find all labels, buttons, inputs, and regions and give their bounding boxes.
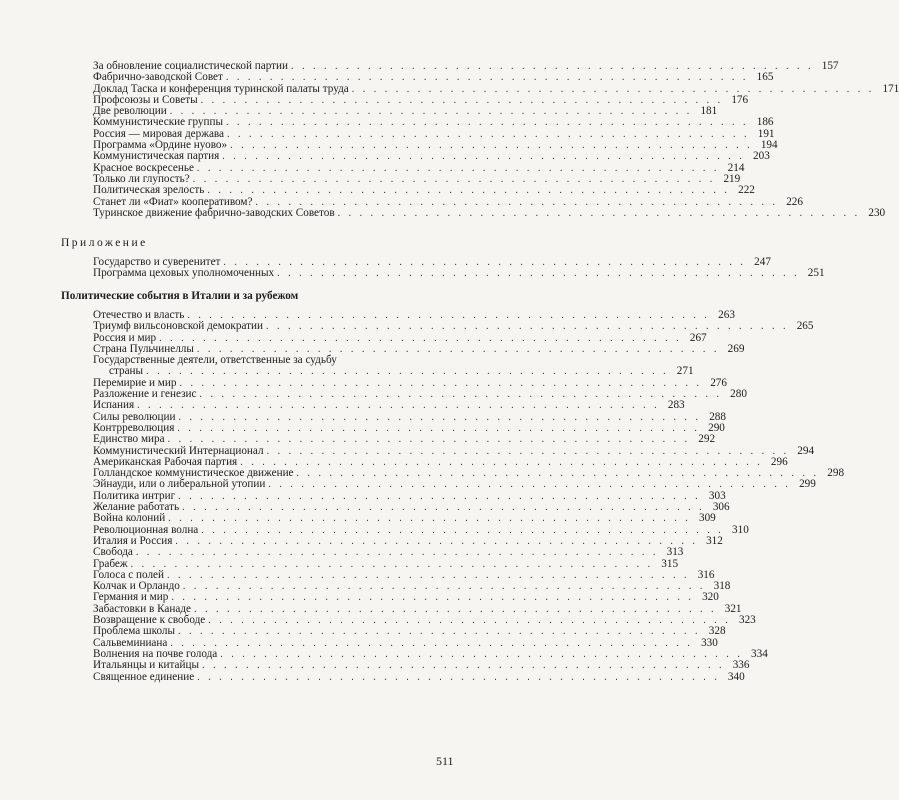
toc-entry-page: 271 [676,365,694,378]
toc-entry-page: 292 [698,433,716,446]
toc-entry-page: 263 [718,309,735,321]
toc-entry-page: 315 [661,557,679,570]
toc-entry-page: 316 [697,568,715,581]
dot-leader: . . . . . . . . . . . . . . . . . . . . . . . . . . . . . . . . . . . . . . . . . . . . . . . . [169,106,693,118]
dot-leader: . . . . . . . . . . . . . . . . . . . . . . . . . . . . . . . . . . . . . . . . . . . . . . . . [201,524,724,536]
toc-entry [93,267,825,280]
toc-entry [93,534,723,547]
toc-entry-title: Американская Рабочая партия [93,455,238,468]
toc-entry-page: 321 [724,602,742,615]
toc-entry [93,659,750,672]
dot-leader: . . . . . . . . . . . . . . . . . . . . . . . . . . . . . . . . . . . . . . . . . . . . . . . . [197,671,720,683]
dot-leader: . . . . . . . . . . . . . . . . . . . . . . . . . . . . . . . . . . . . . . . . . . . . . . . . [187,310,710,321]
dot-leader: . . . . . . . . . . . . . . . . . . . . . . . . . . . . . . . . . . . . . . . . . . . . . . . . [192,173,716,185]
toc-entry-page: 171 [882,82,899,95]
dot-leader: . . . . . . . . . . . . . . . . . . . . . . . . . . . . . . . . . . . . . . . . . . . . . . . . [266,445,790,457]
toc-entry-title: Единство мира [93,433,165,446]
toc-entry-page: 312 [706,534,723,547]
dot-leader: . . . . . . . . . . . . . . . . . . . . . . . . . . . . . . . . . . . . . . . . . . . . . . . . [268,479,791,491]
toc-entry-page: 288 [709,410,726,423]
toc-entry-title: Профсоюзы и Советы [93,93,198,106]
dot-leader: . . . . . . . . . . . . . . . . . . . . . . . . . . . . . . . . . . . . . . . . . . . . . . . . [207,185,730,197]
dot-leader: . . . . . . . . . . . . . . . . . . . . . . . . . . . . . . . . . . . . . . . . . . . . . . . . [201,660,725,672]
dot-leader: . . . . . . . . . . . . . . . . . . . . . . . . . . . . . . . . . . . . . . . . . . . . . . . . [179,377,702,389]
toc-entry-page: 294 [797,444,815,457]
toc-entry-title: Желание работать [93,501,180,514]
dot-leader: . . . . . . . . . . . . . . . . . . . . . . . . . . . . . . . . . . . . . . . . . . . . . . . . [196,343,720,355]
dot-leader: . . . . . . . . . . . . . . . . . . . . . . . . . . . . . . . . . . . . . . . . . . . . . . . . [177,422,700,434]
toc-entry-title: Государство и суверенитет [93,256,221,268]
dot-leader: . . . . . . . . . . . . . . . . . . . . . . . . . . . . . . . . . . . . . . . . . . . . . . . . [277,268,800,280]
dot-leader: . . . . . . . . . . . . . . . . . . . . . . . . . . . . . . . . . . . . . . . . . . . . . . . . [291,61,814,72]
toc-entry-page: 251 [807,267,825,280]
toc-entry-page: 214 [727,161,745,174]
dot-leader: . . . . . . . . . . . . . . . . . . . . . . . . . . . . . . . . . . . . . . . . . . . . . . . . [337,207,861,219]
dot-leader: . . . . . . . . . . . . . . . . . . . . . . . . . . . . . . . . . . . . . . . . . . . . . . . . [130,558,654,570]
toc-block-appendix [93,256,825,280]
toc-entry-page: 290 [708,421,725,434]
toc-entry-title: Проблема школы [93,625,176,638]
toc-entry-page: 283 [667,399,685,412]
dot-leader: . . . . . . . . . . . . . . . . . . . . . . . . . . . . . . . . . . . . . . . . . . . . . . . . [208,615,731,627]
toc-entry-title: Война колоний [93,512,166,525]
toc-entry-title: Только ли глупость? [93,172,190,185]
toc-entry-page: 340 [727,670,745,683]
toc-entry-page: 299 [799,478,816,491]
toc-entry-page: 306 [712,501,730,514]
toc-entry-page: 276 [710,376,727,389]
dot-leader: . . . . . . . . . . . . . . . . . . . . . . . . . . . . . . . . . . . . . . . . . . . . . . . . [178,626,701,638]
appendix-heading: Приложение [61,237,148,249]
toc-entry-title: Отечество и власть [93,309,185,321]
toc-entry [93,184,755,197]
toc-entry-title: Доклад Таска и конференция туринской палаты труда [93,82,349,95]
dot-leader: . . . . . . . . . . . . . . . . . . . . . . . . . . . . . . . . . . . . . . . . . . . . . . . . [230,140,753,152]
toc-entry-title: Свобода [93,546,133,559]
toc-entry-title: Забастовки в Канаде [93,602,191,615]
toc-entry-title: Испания [93,399,135,412]
dot-leader: . . . . . . . . . . . . . . . . . . . . . . . . . . . . . . . . . . . . . . . . . . . . . . . . [200,94,724,106]
toc-entry-title: Колчак и Орландо [93,580,180,593]
toc-entry-title: Станет ли «Фиат» кооперативом? [93,195,253,208]
toc-entry-title: За обновление социалистической партии [93,60,289,72]
toc-entry-title: Политика интриг [93,489,176,502]
toc-entry-title: Государственные деятели, ответственные за судьбу [93,354,337,367]
toc-entry-title: Коммунистическая партия [93,150,220,163]
dot-leader: . . . . . . . . . . . . . . . . . . . . . . . . . . . . . . . . . . . . . . . . . . . . . . . . [135,547,659,559]
toc-entry [93,512,716,525]
toc-entry-page: 226 [786,195,803,208]
toc-entry-page: 165 [756,71,774,84]
toc-entry-page: 296 [770,455,788,468]
dot-leader: . . . . . . . . . . . . . . . . . . . . . . . . . . . . . . . . . . . . . . . . . . . . . . . . [220,648,743,660]
toc-entry-page: 247 [754,256,771,268]
dot-leader: . . . . . . . . . . . . . . . . . . . . . . . . . . . . . . . . . . . . . . . . . . . . . . . . [223,257,746,268]
toc-entry-page: 330 [701,636,718,649]
toc-entry [93,388,747,401]
toc-entry-page: 334 [751,647,768,660]
toc-entry-title: Революционная волна [93,523,199,536]
toc-entry-page: 230 [868,206,886,219]
dot-leader: . . . . . . . . . . . . . . . . . . . . . . . . . . . . . . . . . . . . . . . . . . . . . . . . [296,468,820,480]
toc-entry-page: 219 [723,172,741,185]
toc-entry [93,320,814,333]
dot-leader: . . . . . . . . . . . . . . . . . . . . . . . . . . . . . . . . . . . . . . . . . . . . . . . . [255,196,778,208]
dot-leader: . . . . . . . . . . . . . . . . . . . . . . . . . . . . . . . . . . . . . . . . . . . . . . . . [171,592,694,604]
toc-entry-page: 265 [796,320,814,333]
toc-entry-title: Италия и Россия [93,534,173,547]
toc-entry [93,433,716,446]
toc-entry-title: Возвращение к свободе [93,614,206,627]
toc-entry-page: 176 [731,93,749,106]
toc-block-politics [93,309,845,683]
dot-leader: . . . . . . . . . . . . . . . . . . . . . . . . . . . . . . . . . . . . . . . . . . . . . . . . [265,321,789,333]
toc-entry-page: 191 [757,127,775,140]
toc-entry-page: 336 [732,659,750,672]
toc-entry-page: 269 [727,342,745,355]
toc-entry-title: Страна Пульчинеллы [93,342,194,355]
toc-entry-title: Волнения на почве голода [93,647,218,660]
dot-leader: . . . . . . . . . . . . . . . . . . . . . . . . . . . . . . . . . . . . . . . . . . . . . . . . [167,434,691,446]
toc-entry-title: Красное воскресенье [93,161,194,174]
toc-entry-title: Политическая зрелость [93,184,205,197]
dot-leader: . . . . . . . . . . . . . . . . . . . . . . . . . . . . . . . . . . . . . . . . . . . . . . . . [178,490,701,502]
toc-entry-page: 157 [821,60,839,72]
toc-entry-title: Россия и мир [93,331,157,344]
toc-entry-page: 222 [738,184,755,197]
dot-leader: . . . . . . . . . . . . . . . . . . . . . . . . . . . . . . . . . . . . . . . . . . . . . . . . [175,535,698,547]
dot-leader: . . . . . . . . . . . . . . . . . . . . . . . . . . . . . . . . . . . . . . . . . . . . . . . . [168,513,691,525]
toc-entry-title: Контрреволюция [93,421,175,434]
toc-entry-title: Итальянцы и китайцы [93,659,199,672]
toc-entry-title: Силы революции [93,410,176,423]
toc-entry-title: Туринское движение фабрично-заводских Советов [93,206,335,219]
dot-leader: . . . . . . . . . . . . . . . . . . . . . . . . . . . . . . . . . . . . . . . . . . . . . . . . [199,389,722,401]
toc-entry-page: 323 [738,614,756,627]
toc-entry-title: Сальвеминиана [93,636,168,649]
toc-entry-title: Эйнауди, или о либеральной утопии [93,478,266,491]
dot-leader: . . . . . . . . . . . . . . . . . . . . . . . . . . . . . . . . . . . . . . . . . . . . . . . . [137,400,660,412]
dot-leader: . . . . . . . . . . . . . . . . . . . . . . . . . . . . . . . . . . . . . . . . . . . . . . . . [182,581,706,593]
toc-entry-page: 267 [689,331,707,344]
toc-entry-title: Триумф вильсоновской демократии [93,320,263,333]
toc-entry [93,546,684,559]
toc-entry-title: Программа «Ордине нуово» [93,139,228,152]
toc-entry-title: Германия и мир [93,591,169,604]
toc-entry-page: 181 [700,105,718,118]
dot-leader: . . . . . . . . . . . . . . . . . . . . . . . . . . . . . . . . . . . . . . . . . . . . . . . . [166,569,690,581]
toc-entry [93,150,770,163]
toc-entry-title-continued: страны [109,365,144,378]
toc-entry-title: Коммунистические группы [93,116,223,129]
dot-leader: . . . . . . . . . . . . . . . . . . . . . . . . . . . . . . . . . . . . . . . . . . . . . . . . [178,411,701,423]
page-number: 511 [436,754,454,768]
toc-entry-title: Программа цеховых уполномоченных [93,267,275,280]
dot-leader: . . . . . . . . . . . . . . . . . . . . . . . . . . . . . . . . . . . . . . . . . . . . . . . . [227,128,750,140]
toc-entry-page: 310 [732,523,749,536]
toc-entry-page: 313 [666,546,684,559]
toc-entry-page: 303 [708,489,726,502]
dot-leader: . . . . . . . . . . . . . . . . . . . . . . . . . . . . . . . . . . . . . . . . . . . . . . . . [159,332,682,344]
toc-entry [93,399,685,412]
dot-leader: . . . . . . . . . . . . . . . . . . . . . . . . . . . . . . . . . . . . . . . . . . . . . . . . [194,603,717,615]
dot-leader: . . . . . . . . . . . . . . . . . . . . . . . . . . . . . . . . . . . . . . . . . . . . . . . . [351,83,875,95]
toc-entry [93,625,726,638]
toc-entry-title: Грабеж [93,557,128,570]
toc-entry-page: 186 [756,116,774,129]
toc-entry-page: 318 [713,580,731,593]
toc-entry [93,206,886,219]
dot-leader: . . . . . . . . . . . . . . . . . . . . . . . . . . . . . . . . . . . . . . . . . . . . . . . . [226,117,749,129]
dot-leader: . . . . . . . . . . . . . . . . . . . . . . . . . . . . . . . . . . . . . . . . . . . . . . . . [222,151,745,163]
toc-entry-title: Перемирие и мир [93,376,177,389]
toc-entry-page: 328 [708,625,726,638]
toc-entry-page: 280 [730,388,747,401]
toc-entry-page: 320 [702,591,719,604]
toc-entry-title: Две революции [93,105,167,118]
dot-leader: . . . . . . . . . . . . . . . . . . . . . . . . . . . . . . . . . . . . . . . . . . . . . . . . [182,502,705,514]
toc-entry-title: Коммунистический Интернационал [93,444,264,457]
toc-entry [93,355,444,366]
toc-entry-page: 203 [753,150,770,163]
toc-entry-title: Россия — мировая держава [93,127,225,140]
toc-entry-title: Голоса с полей [93,568,164,581]
dot-leader: . . . . . . . . . . . . . . . . . . . . . . . . . . . . . . . . . . . . . . . . . . . . . . . . [225,72,749,84]
toc-entry-title: Священное единение [93,670,195,683]
dot-leader: . . . . . . . . . . . . . . . . . . . . . . . . . . . . . . . . . . . . . . . . . . . . . . . . [196,162,720,174]
section-heading: Политические события в Италии и за рубежом [61,290,299,302]
toc-entry-page: 298 [827,467,845,480]
toc-block-main [93,60,899,219]
toc-entry [93,71,774,84]
toc-entry-title: Фабрично-заводской Совет [93,71,223,84]
toc-entry-page: 194 [760,139,778,152]
dot-leader: . . . . . . . . . . . . . . . . . . . . . . . . . . . . . . . . . . . . . . . . . . . . . . . . [170,637,693,649]
toc-entry-title: Разложение и генезис [93,388,197,401]
dot-leader: . . . . . . . . . . . . . . . . . . . . . . . . . . . . . . . . . . . . . . . . . . . . . . . . [240,456,763,468]
toc-entry [93,670,745,683]
dot-leader: . . . . . . . . . . . . . . . . . . . . . . . . . . . . . . . . . . . . . . . . . . . . . . . . [146,366,669,378]
toc-entry-page: 309 [698,512,716,525]
toc-entry-title: Голландское коммунистическое движение [93,467,294,480]
